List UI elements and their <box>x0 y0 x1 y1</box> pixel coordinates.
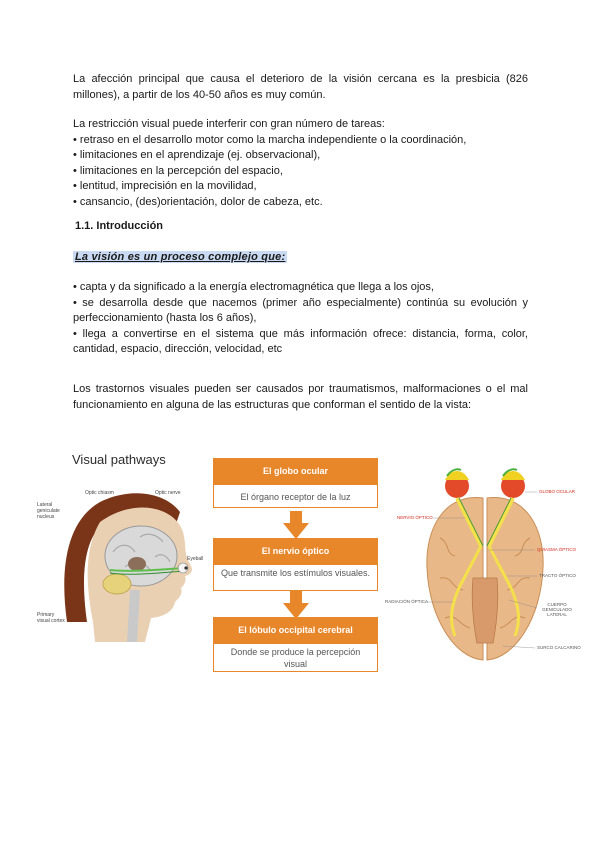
tasks-intro: La restricción visual puede interferir con gran número de tareas: <box>73 118 385 130</box>
vision-bullet: • se desarrolla desde que nacemos (primer año especialmente) continúa su evolución y perfeccionamiento (hasta los 6 años), <box>73 296 528 324</box>
task-item: • lentitud, imprecisión en la movilidad, <box>73 180 257 192</box>
tasks-block <box>73 117 528 210</box>
flow-step-eyeball <box>213 458 378 508</box>
vision-flow-chart <box>213 458 378 676</box>
section-heading: 1.1. Introducción <box>75 220 164 232</box>
vision-bullet: • llega a convertirse en el sistema que más información ofrece: distancia, forma, color, cantidad, espacio, dirección, velocidad, etc <box>73 327 528 355</box>
label-quiasma: QUIASMA ÓPTICO <box>537 547 577 552</box>
vision-bullet: • capta y da significado a la energía electromagnética que llega a los ojos, <box>73 281 434 293</box>
task-item: • limitaciones en el aprendizaje (ej. observacional), <box>73 149 321 161</box>
brain-anatomy-figure <box>385 458 585 668</box>
flow-step-occipital-lobe <box>213 617 378 672</box>
label-lgn: Lateral geniculate nucleus <box>37 502 60 520</box>
label-nervio-optico: NERVIO ÓPTICO <box>397 515 433 520</box>
flow-step-desc: Donde se produce la percepción visual <box>213 643 378 672</box>
task-item: • cansancio, (des)orientación, dolor de cabeza, etc. <box>73 195 323 208</box>
figure-title: Visual pathways <box>72 452 166 467</box>
visual-pathways-figure <box>37 452 210 642</box>
label-cuerpo: CUERPO GENICULADO LATERAL <box>542 602 572 617</box>
label-radiacion: RADIACIÓN ÓPTICA <box>385 599 429 604</box>
label-eyeball: Eyeball <box>187 556 204 562</box>
task-item: • retraso en el desarrollo motor como la marcha independiente o la coordinación, <box>73 133 467 146</box>
label-optic-chiasm: Optic chiasm <box>85 490 114 496</box>
label-primary-cortex: Primary visual cortex <box>37 612 65 624</box>
label-surco: SURCO CALCARINO <box>537 645 581 650</box>
flow-step-desc: El órgano receptor de la luz <box>213 484 378 508</box>
label-globo-ocular: GLOBO OCULAR <box>539 489 576 494</box>
label-optic-nerve: Optic nerve <box>155 490 181 496</box>
task-item: • limitaciones en la percepción del espacio, <box>73 164 283 177</box>
flow-step-title: El lóbulo occipital cerebral <box>213 617 378 643</box>
flow-step-optic-nerve <box>213 538 378 591</box>
flow-arrow-icon <box>283 511 309 539</box>
intro-paragraph: La afección principal que causa el deterioro de la visión cercana es la presbicia (826 millones), a partir de los 40-50 años es muy común. <box>73 73 528 101</box>
flow-step-title: El nervio óptico <box>213 538 378 564</box>
flow-step-desc: Que transmite los estímulos visuales. <box>213 564 378 591</box>
flow-step-title: El globo ocular <box>213 458 378 484</box>
label-tracto: TRACTO ÓPTICO <box>539 573 576 578</box>
head-illustration <box>55 452 210 642</box>
vision-bullets <box>73 280 528 358</box>
closing-paragraph: Los trastornos visuales pueden ser causados por traumatismos, malformaciones o el mal funcionamiento en alguna de las estructuras que conforman el sentido de la vista: <box>73 383 528 411</box>
flow-arrow-icon <box>283 591 309 619</box>
highlighted-subheading: La visión es un proceso complejo que: <box>75 251 286 263</box>
